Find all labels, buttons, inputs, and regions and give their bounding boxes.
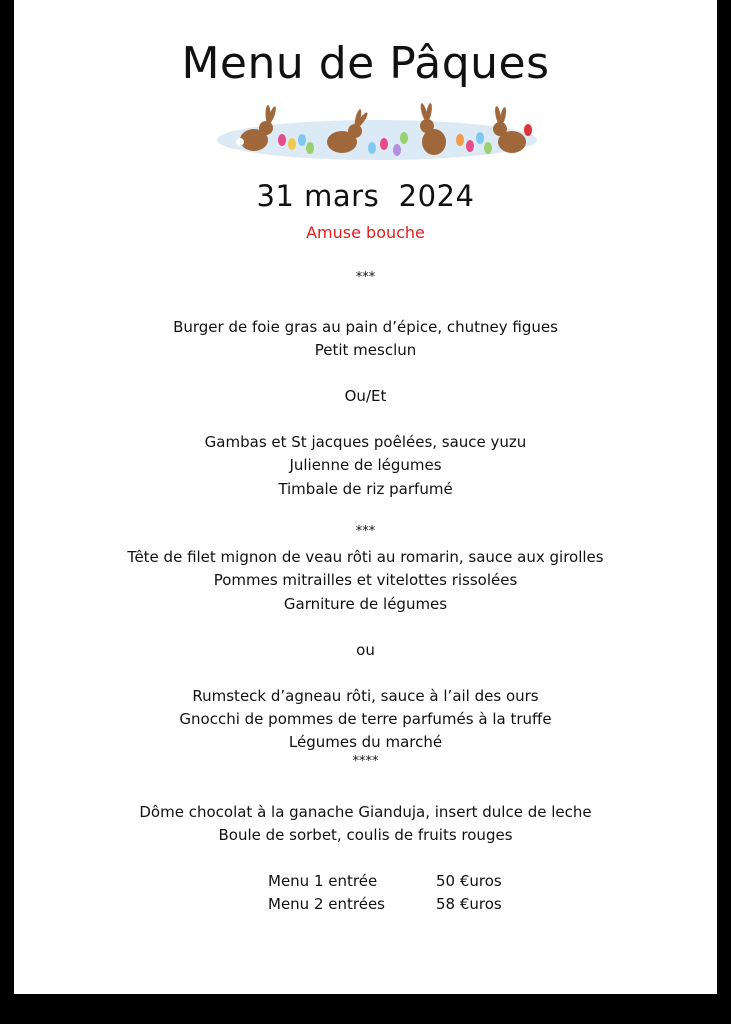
price-row	[14, 871, 717, 891]
menu-date: 31 mars 2024	[256, 179, 475, 213]
dessert-line2: Boule de sorbet, coulis de fruits rouges	[218, 826, 513, 844]
starter2-line1: Gambas et St jacques poêlées, sauce yuzu	[204, 433, 527, 451]
price-label: Menu 1 entrée	[268, 872, 378, 890]
price-label: Menu 2 entrées	[268, 895, 385, 913]
starter2-line3: Timbale de riz parfumé	[278, 480, 453, 498]
starter1-line1: Burger de foie gras au pain d’épice, chutney figues	[173, 318, 558, 336]
dessert-line1: Dôme chocolat à la ganache Gianduja, insert dulce de leche	[139, 803, 592, 821]
main2-line2: Gnocchi de pommes de terre parfumés à la truffe	[179, 710, 552, 728]
starter1-line2: Petit mesclun	[314, 341, 417, 359]
separator: ***	[355, 524, 376, 539]
easter-bunnies-banner	[212, 100, 542, 170]
price-row	[14, 894, 717, 914]
amuse-bouche: Amuse bouche	[306, 223, 425, 242]
main2-line1: Rumsteck d’agneau rôti, sauce à l’ail des ours	[192, 687, 539, 705]
price-value: 58 €uros	[436, 895, 502, 913]
main1-line1: Tête de filet mignon de veau rôti au romarin, sauce aux girolles	[127, 548, 604, 566]
menu-page	[14, 0, 717, 994]
or-label: ou	[356, 641, 375, 659]
main2-line3: Légumes du marché	[288, 733, 443, 751]
menu-title: Menu de Pâques	[181, 38, 550, 89]
price-value: 50 €uros	[436, 872, 502, 890]
separator: ***	[355, 270, 376, 285]
or-and-label: Ou/Et	[344, 387, 387, 405]
separator: ****	[352, 754, 379, 769]
starter2-line2: Julienne de légumes	[289, 456, 442, 474]
main1-line2: Pommes mitrailles et vitelottes rissolées	[213, 571, 518, 589]
main1-line3: Garniture de légumes	[283, 595, 448, 613]
